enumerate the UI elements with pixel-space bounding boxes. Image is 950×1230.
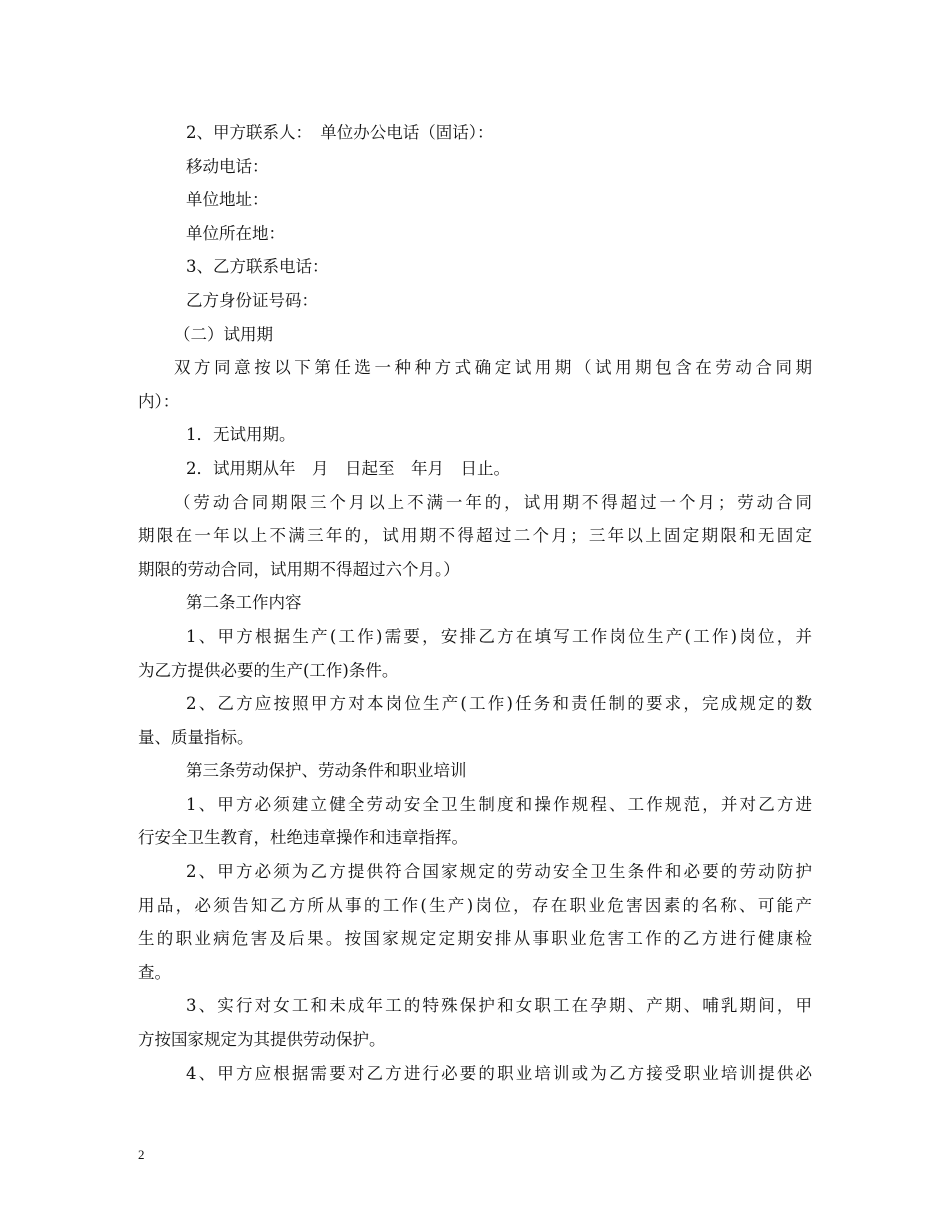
text-line: 行安全卫生教育，杜绝违章操作和违章指挥。	[138, 828, 468, 848]
text-line: 期限的劳动合同，试用期不得超过六个月。）	[138, 559, 460, 579]
text-line: 2．试用期从年 月 日起至 年月 日止。	[186, 458, 510, 478]
text-line: （劳动合同期限三个月以上不满一年的，试用期不得超过一个月；劳动合同	[174, 492, 812, 512]
text-line: 单位所在地：	[186, 223, 285, 243]
text-line: 双方同意按以下第任选一种种方式确定试用期（试用期包含在劳动合同期	[174, 358, 812, 378]
text-line: 第二条工作内容	[186, 593, 302, 613]
text-line: 1．无试用期。	[186, 425, 296, 445]
text-line: 1、甲方必须建立健全劳动安全卫生制度和操作规程、工作规范，并对乙方进	[186, 794, 812, 814]
text-line: 为乙方提供必要的生产(工作)条件。	[138, 660, 399, 680]
text-line: 第三条劳动保护、劳动条件和职业培训	[186, 761, 467, 781]
text-line: （二）试用期	[174, 324, 273, 344]
text-line: 用品，必须告知乙方所从事的工作(生产)岗位，存在职业危害因素的名称、可能产	[138, 895, 812, 915]
text-line: 2、甲方联系人： 单位办公电话（固话）：	[186, 123, 494, 142]
text-line: 期限在一年以上不满三年的，试用期不得超过二个月；三年以上固定期限和无固定	[138, 526, 812, 546]
text-line: 方按国家规定为其提供劳动保护。	[138, 1030, 386, 1050]
text-line: 移动电话：	[186, 156, 269, 176]
page-number: 2	[138, 1147, 145, 1162]
text-line: 量、质量指标。	[138, 727, 254, 747]
text-line: 乙方身份证号码：	[186, 290, 318, 310]
text-line: 4、甲方应根据需要对乙方进行必要的职业培训或为乙方接受职业培训提供必	[186, 1063, 812, 1083]
text-line: 3、乙方联系电话：	[186, 257, 329, 277]
text-line: 1、甲方根据生产(工作)需要，安排乙方在填写工作岗位生产(工作)岗位，并	[186, 626, 812, 646]
document-body	[138, 116, 812, 1090]
text-line: 单位地址：	[186, 190, 269, 210]
text-line: 2、甲方必须为乙方提供符合国家规定的劳动安全卫生条件和必要的劳动防护	[186, 862, 812, 882]
text-line: 查。	[138, 962, 171, 982]
text-line: 生的职业病危害及后果。按国家规定定期安排从事职业危害工作的乙方进行健康检	[138, 929, 812, 949]
text-line: 内）：	[138, 391, 180, 411]
text-line: 3、实行对女工和未成年工的特殊保护和女职工在孕期、产期、哺乳期间，甲	[186, 996, 812, 1016]
text-line: 2、乙方应按照甲方对本岗位生产(工作)任务和责任制的要求，完成规定的数	[186, 694, 812, 714]
